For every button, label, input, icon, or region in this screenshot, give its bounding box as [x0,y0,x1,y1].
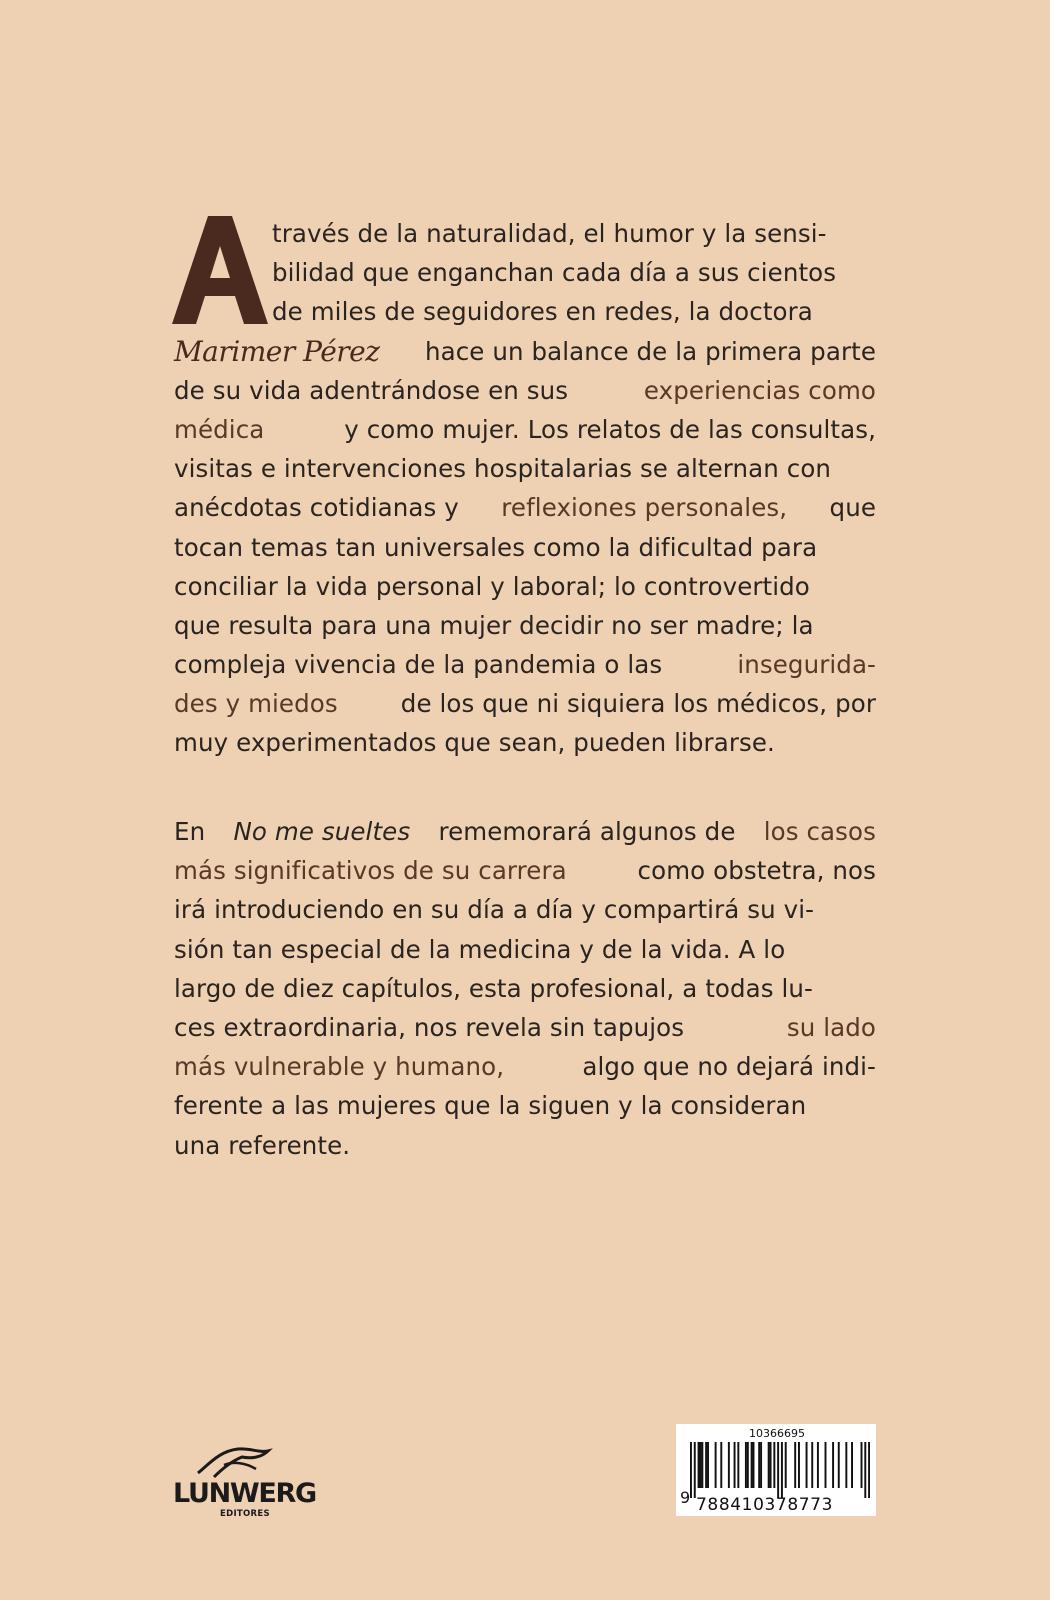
text-span: una referente. [174,1130,351,1160]
barcode-bar [838,1442,840,1488]
highlight-text: des y miedos [174,689,338,719]
barcode-bar [811,1442,813,1488]
barcode-bar [747,1442,749,1488]
text-line [174,253,876,292]
text-span: tocan temas tan universales como la dificultad para [174,532,818,562]
text-span: de los que ni siquiera los médicos, por [400,689,876,719]
text-line [174,1008,876,1047]
highlight-text: los casos [763,817,876,846]
author-signature: Marimer Pérez [174,334,380,368]
barcode-bar [728,1442,730,1488]
barcode-bar [798,1442,800,1488]
text-line [174,292,876,331]
text-line [174,214,876,253]
publisher-logo [170,1443,330,1521]
text-line [174,812,876,851]
highlight-text: reflexiones personales, [501,493,788,523]
text-line [174,890,876,929]
highlight-text: médica [174,414,265,444]
barcode-bar [699,1442,701,1488]
barcode-bar [705,1442,707,1488]
text-line [174,371,876,410]
highlight-text: más significativos de su carrera [174,856,567,886]
text-line [174,851,876,890]
book-title: No me sueltes [233,817,411,846]
barcode-bar [781,1442,783,1498]
text-line [174,723,876,762]
barcode-bar [701,1442,703,1488]
highlight-text: más vulnerable y humano, [174,1052,505,1082]
text-span: que [829,493,876,523]
text-span: irá introduciendo en su día a día y compartirá su vi- [174,895,815,925]
barcode-bar [760,1442,762,1488]
barcode-bar [817,1442,819,1488]
text-span: largo de diez capítulos, esta profesional, a todas lu- [174,973,813,1003]
text-span: rememorará algunos de [438,817,736,846]
text-span: ces extraordinaria, nos revela sin tapujos [174,1012,685,1042]
barcode-bar [770,1442,772,1488]
bird-icon [194,1443,274,1479]
barcode-bar [707,1442,709,1488]
text-line [174,488,876,527]
text-line [174,684,876,723]
text-span: de su vida adentrándose en sus [174,375,569,405]
text-span: conciliar la vida personal y laboral; lo controvertido [174,571,810,601]
text-line [174,969,876,1008]
barcode-bar [758,1442,760,1488]
barcode-bar [773,1442,775,1488]
barcode-bar [694,1442,696,1498]
barcode-bar [868,1442,870,1498]
text-span: ferente a las mujeres que la siguen y la consideran [174,1091,807,1121]
text-span: de miles de seguidores en redes, la doctora [272,297,813,327]
text-span: sión tan especial de la medicina y de la vida. A lo [174,934,786,964]
synopsis-paragraph-2 [174,812,876,1165]
publisher-subtitle: EDITORES [220,1509,270,1519]
barcode-bar [777,1442,779,1498]
text-line [174,645,876,684]
barcode-bar [851,1442,853,1488]
barcode-bar [698,1442,700,1488]
text-span: bilidad que enganchan cada día a sus cientos [272,258,837,288]
text-line [174,1086,876,1125]
text-span: visitas e intervenciones hospitalarias se alternan con [174,454,832,484]
barcode-bar [832,1442,834,1488]
barcode-bar [745,1442,747,1488]
barcode-bar [825,1442,827,1488]
barcode-bar [715,1442,717,1488]
text-line [174,410,876,449]
barcode-code: 10366695 [749,1427,805,1440]
barcode-bar [806,1442,808,1488]
highlight-text: insegurida- [737,650,876,680]
barcode [676,1424,876,1516]
barcode-bar [751,1442,753,1488]
barcode-bar [794,1442,796,1488]
publisher-name: LUNWERG [173,1478,316,1509]
barcode-bars [690,1442,870,1498]
text-span: En [174,817,206,846]
text-span: algo que no dejará indi- [582,1052,876,1082]
barcode-bar [864,1442,866,1498]
text-span: como obstetra, nos [637,856,876,886]
barcode-bar [753,1442,755,1488]
text-line [174,567,876,606]
barcode-first-digit: 9 [680,1488,691,1507]
barcode-bar [737,1442,739,1488]
barcode-bar [768,1442,770,1488]
text-span: muy experimentados que sean, pueden librarse. [174,728,775,758]
highlight-text: experiencias como [643,375,876,405]
highlight-text: su lado [786,1012,876,1042]
barcode-bar [785,1442,787,1488]
text-span: través de la naturalidad, el humor y la sensi- [272,219,827,248]
barcode-bar [690,1442,692,1498]
text-span: que resulta para una mujer decidir no ser madre; la [174,610,814,640]
text-line [174,449,876,488]
barcode-number: 788410378773 [696,1495,833,1515]
text-line [174,332,876,371]
text-span: anécdotas cotidianas y [174,493,459,523]
text-span: hace un balance de la primera parte [424,336,876,366]
text-line [174,1047,876,1086]
text-line [174,606,876,645]
text-span: compleja vivencia de la pandemia o las [174,650,663,680]
barcode-bar [720,1442,722,1488]
text-line [174,930,876,969]
text-span: y como mujer. Los relatos de las consultas, [344,414,876,444]
barcode-bar [734,1442,736,1488]
text-line [174,1126,876,1165]
text-line [174,528,876,567]
synopsis-paragraph-1 [174,214,876,763]
barcode-bar [861,1442,863,1488]
barcode-bar [845,1442,847,1488]
